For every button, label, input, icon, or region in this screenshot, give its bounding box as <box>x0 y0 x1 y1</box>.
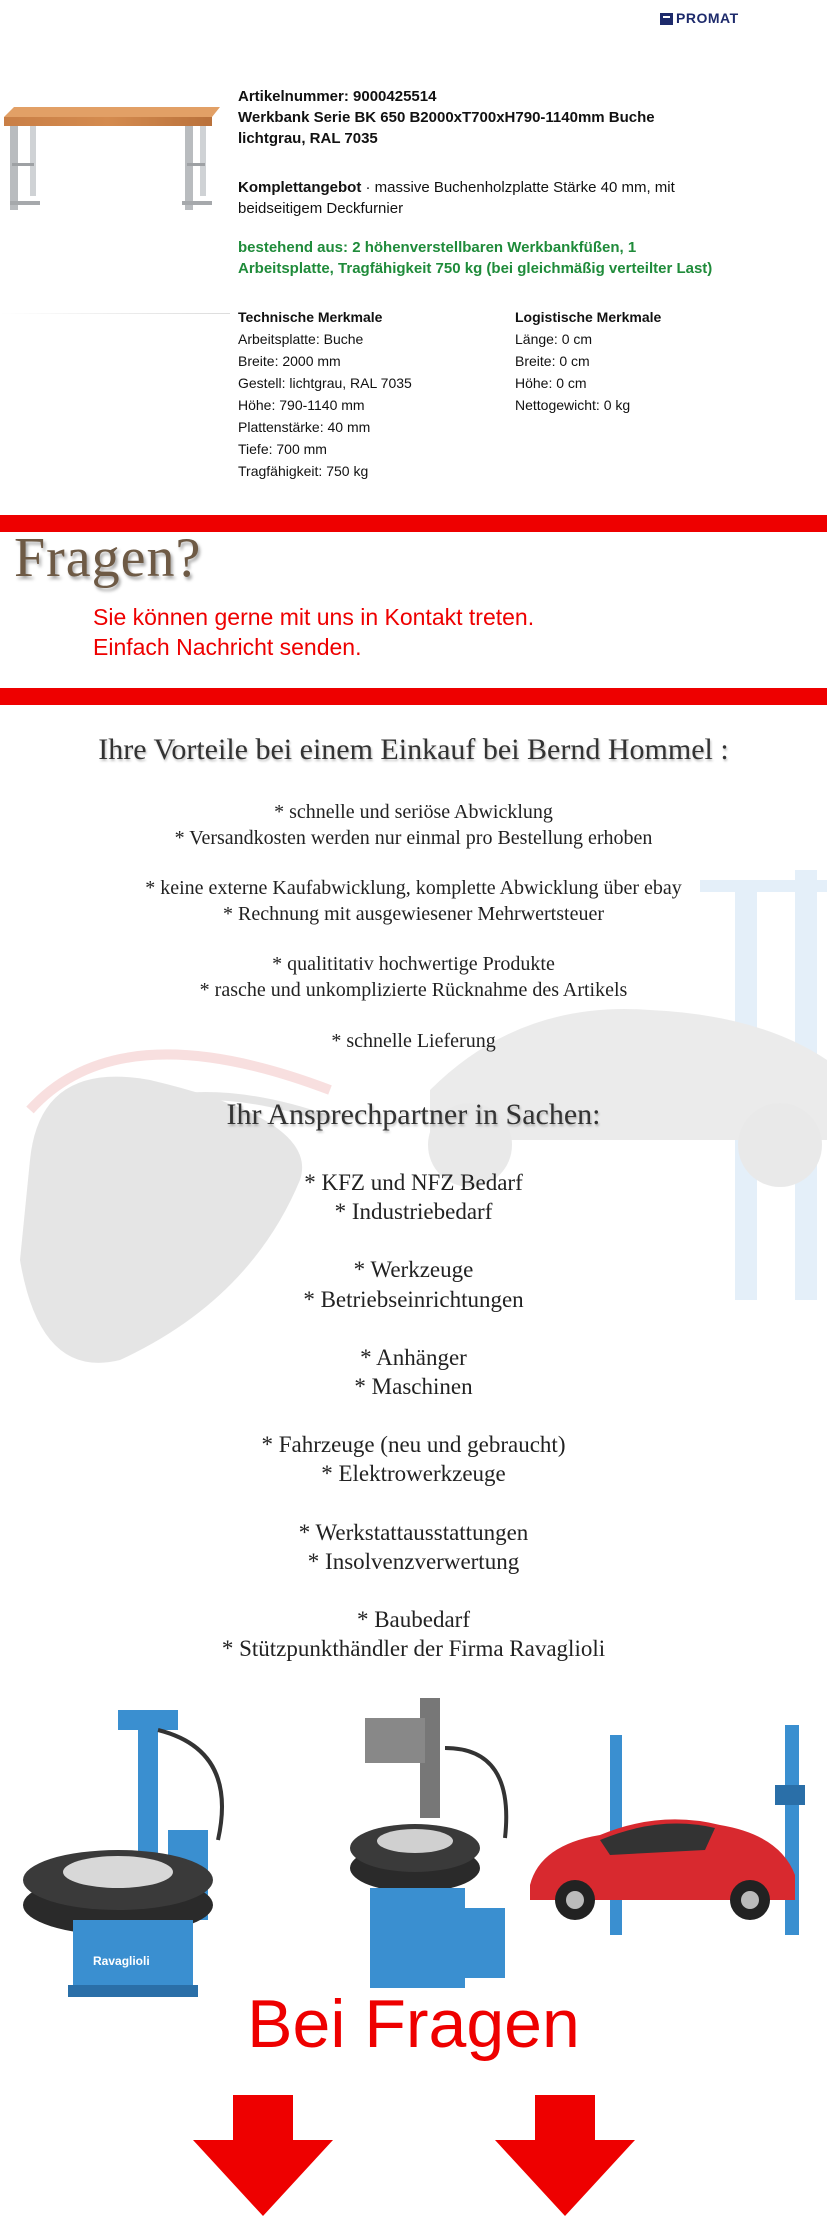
product-title <box>238 107 798 149</box>
tech-item: Höhe: 790-1140 mm <box>238 397 365 413</box>
advantage-item: * rasche und unkomplizierte Rücknahme des Artikels <box>199 978 628 1001</box>
partner-item: * Baubedarf <box>356 1607 471 1633</box>
partner-item: * Insolvenzverwertung <box>307 1548 520 1574</box>
red-band-bottom <box>0 688 827 705</box>
promat-logo-mark-icon <box>660 13 673 25</box>
advantages-title: Ihre Vorteile bei einem Einkauf bei Bernd Hommel : <box>98 733 729 766</box>
partner-item: * Werkstattausstattungen <box>298 1519 529 1545</box>
logistic-item: Nettogewicht: 0 kg <box>515 397 631 413</box>
logistic-features <box>515 306 785 416</box>
product-components <box>238 237 798 279</box>
technical-features <box>238 306 508 482</box>
partner-list <box>0 1168 827 1663</box>
contact-message <box>93 602 534 662</box>
tech-item: Breite: 2000 mm <box>238 353 341 369</box>
partner-title: Ihr Ansprechpartner in Sachen: <box>226 1098 601 1131</box>
logistic-features-heading: Logistische Merkmale <box>515 309 662 325</box>
product-title-line-1: Werkbank Serie BK 650 B2000xT700xH790-1140mm Buche <box>238 109 655 126</box>
advantages-list <box>0 800 827 1054</box>
description-line-1: · massive Buchenholzplatte Stärke 40 mm, mit <box>361 179 675 196</box>
description-line-2: beidseitigem Deckfurnier <box>238 200 404 217</box>
tech-item: Plattenstärke: 40 mm <box>238 419 371 435</box>
tyre-changer-image-2 <box>325 1688 545 1998</box>
contact-line-2: Einfach Nachricht senden. <box>93 634 362 660</box>
advantage-item: * schnelle und seriöse Abwicklung <box>274 801 553 823</box>
tyre-changer-image-1 <box>18 1690 258 2010</box>
tech-item: Tiefe: 700 mm <box>238 441 327 457</box>
product-description <box>238 177 798 219</box>
advantage-item: * Rechnung mit ausgewiesener Mehrwertsteuer <box>223 902 604 925</box>
product-title-line-2: lichtgrau, RAL 7035 <box>238 130 378 147</box>
advantage-item: * keine externe Kaufabwicklung, komplette Abwicklung über ebay <box>145 877 682 900</box>
components-line-1: bestehend aus: 2 höhenverstellbaren Werkbankfüßen, 1 <box>238 239 637 256</box>
workbench-product-image <box>0 105 222 215</box>
partner-item: * KFZ und NFZ Bedarf <box>304 1170 523 1195</box>
advantage-item: * Versandkosten werden nur einmal pro Bestellung erhoben <box>174 826 653 849</box>
tech-item: Tragfähigkeit: 750 kg <box>238 463 369 479</box>
promat-logo-text: PROMAT <box>676 10 739 26</box>
logistic-item: Höhe: 0 cm <box>515 375 587 391</box>
description-bold-label: Komplettangebot <box>238 179 362 196</box>
partner-item: * Elektrowerkzeuge <box>321 1461 506 1487</box>
car-lift-image <box>520 1715 825 1960</box>
cta-bei-fragen: Bei Fragen <box>247 1986 580 2062</box>
divider <box>0 313 230 314</box>
article-number: Artikelnummer: 9000425514 <box>238 88 437 105</box>
partner-item: * Stützpunkthändler der Firma Ravaglioli <box>221 1636 606 1662</box>
components-line-2: Arbeitsplatte, Tragfähigkeit 750 kg (bei gleichmäßig verteilter Last) <box>238 260 713 277</box>
tech-item: Arbeitsplatte: Buche <box>238 331 364 347</box>
tech-item: Gestell: lichtgrau, RAL 7035 <box>238 375 412 391</box>
partner-item: * Maschinen <box>354 1374 473 1400</box>
partner-item: * Industriebedarf <box>334 1199 493 1225</box>
promat-logo <box>660 10 770 28</box>
partner-item: * Werkzeuge <box>353 1257 474 1283</box>
technical-features-heading: Technische Merkmale <box>238 309 383 325</box>
logistic-item: Breite: 0 cm <box>515 353 590 369</box>
logistic-item: Länge: 0 cm <box>515 331 593 347</box>
advantage-item: * qualititativ hochwertige Produkte <box>272 953 555 976</box>
ravaglioli-label: Ravaglioli <box>93 1954 150 1968</box>
contact-line-1: Sie können gerne mit uns in Kontakt treten. <box>93 604 535 630</box>
arrow-down-icon <box>495 2095 635 2216</box>
partner-item: * Fahrzeuge (neu und gebraucht) <box>261 1432 566 1458</box>
questions-heading: Fragen? <box>14 527 202 589</box>
arrow-down-icon <box>193 2095 333 2216</box>
advantage-item: * schnelle Lieferung <box>331 1029 496 1052</box>
partner-item: * Betriebseinrichtungen <box>303 1286 524 1312</box>
partner-item: * Anhänger <box>360 1344 467 1370</box>
